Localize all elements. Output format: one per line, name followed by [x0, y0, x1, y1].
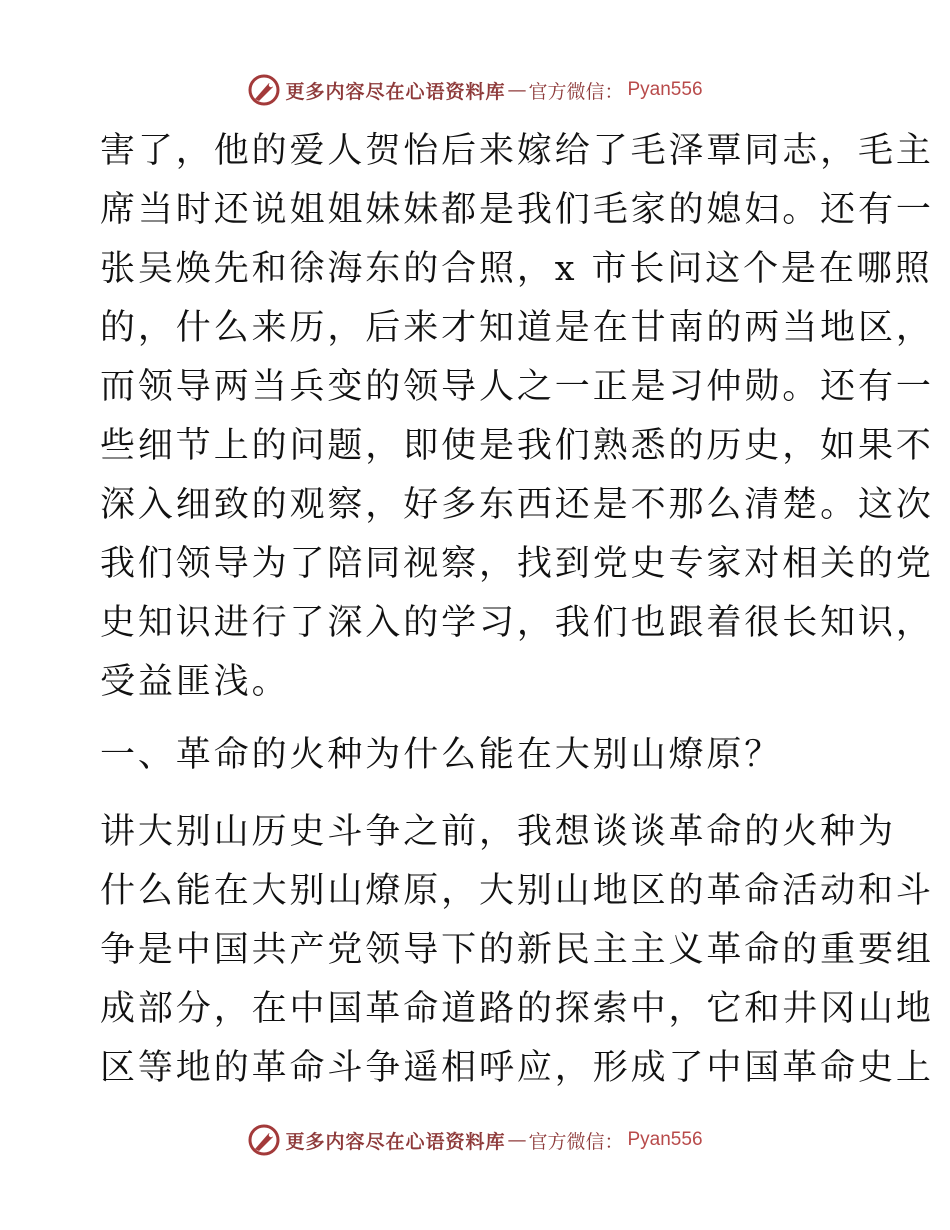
text-line: 区等地的革命斗争遥相呼应，形成了中国革命史上: [100, 1048, 934, 1088]
banner-wechat-label: 官方微信：: [528, 1130, 624, 1153]
pen-logo-icon: [247, 1123, 281, 1157]
banner-wechat-id: Pyan556: [627, 79, 703, 100]
text-line: 我们领导为了陪同视察，找到党史专家对相关的党: [100, 544, 934, 584]
text-line: 什么能在大别山燎原，大别山地区的革命活动和斗: [100, 871, 934, 911]
section-heading: 一、革命的火种为什么能在大别山燎原？: [100, 735, 783, 775]
text-line: 张吴焕先和徐海东的合照，x 市长问这个是在哪照: [100, 249, 933, 289]
text-line: 害了，他的爱人贺怡后来嫁给了毛泽覃同志，毛主: [100, 131, 934, 171]
text-line: 而领导两当兵变的领导人之一正是习仲勋。还有一: [100, 367, 934, 407]
text-line: 受益匪浅。: [100, 662, 290, 702]
paragraph-1: [100, 122, 934, 712]
text-line: 成部分，在中国革命道路的探索中，它和井冈山地: [100, 989, 934, 1029]
text-line: 史知识进行了深入的学习，我们也跟着很长知识，: [100, 603, 934, 643]
banner-wechat-id: Pyan556: [627, 1129, 703, 1150]
pen-logo-icon: [247, 73, 281, 107]
banner-separator: —: [507, 1129, 527, 1151]
header-banner: [0, 70, 950, 110]
footer-banner: [0, 1120, 950, 1160]
text-line: 争是中国共产党领导下的新民主主义革命的重要组: [100, 930, 934, 970]
text-line: 些细节上的问题，即使是我们熟悉的历史，如果不: [100, 426, 934, 466]
banner-site-text: 更多内容尽在心语资料库: [285, 1130, 506, 1153]
banner-site-text: 更多内容尽在心语资料库: [285, 80, 506, 103]
document-body: [100, 122, 934, 1098]
text-line: 席当时还说姐姐妹妹都是我们毛家的媳妇。还有一: [100, 190, 934, 230]
banner-separator: —: [507, 79, 527, 101]
text-line: 讲大别山历史斗争之前，我想谈谈革命的火种为: [100, 812, 896, 852]
paragraph-2: [100, 803, 934, 1098]
text-line: 的，什么来历，后来才知道是在甘南的两当地区，: [100, 308, 934, 348]
banner-wechat-label: 官方微信：: [528, 80, 624, 103]
text-line: 深入细致的观察，好多东西还是不那么清楚。这次: [100, 485, 934, 525]
